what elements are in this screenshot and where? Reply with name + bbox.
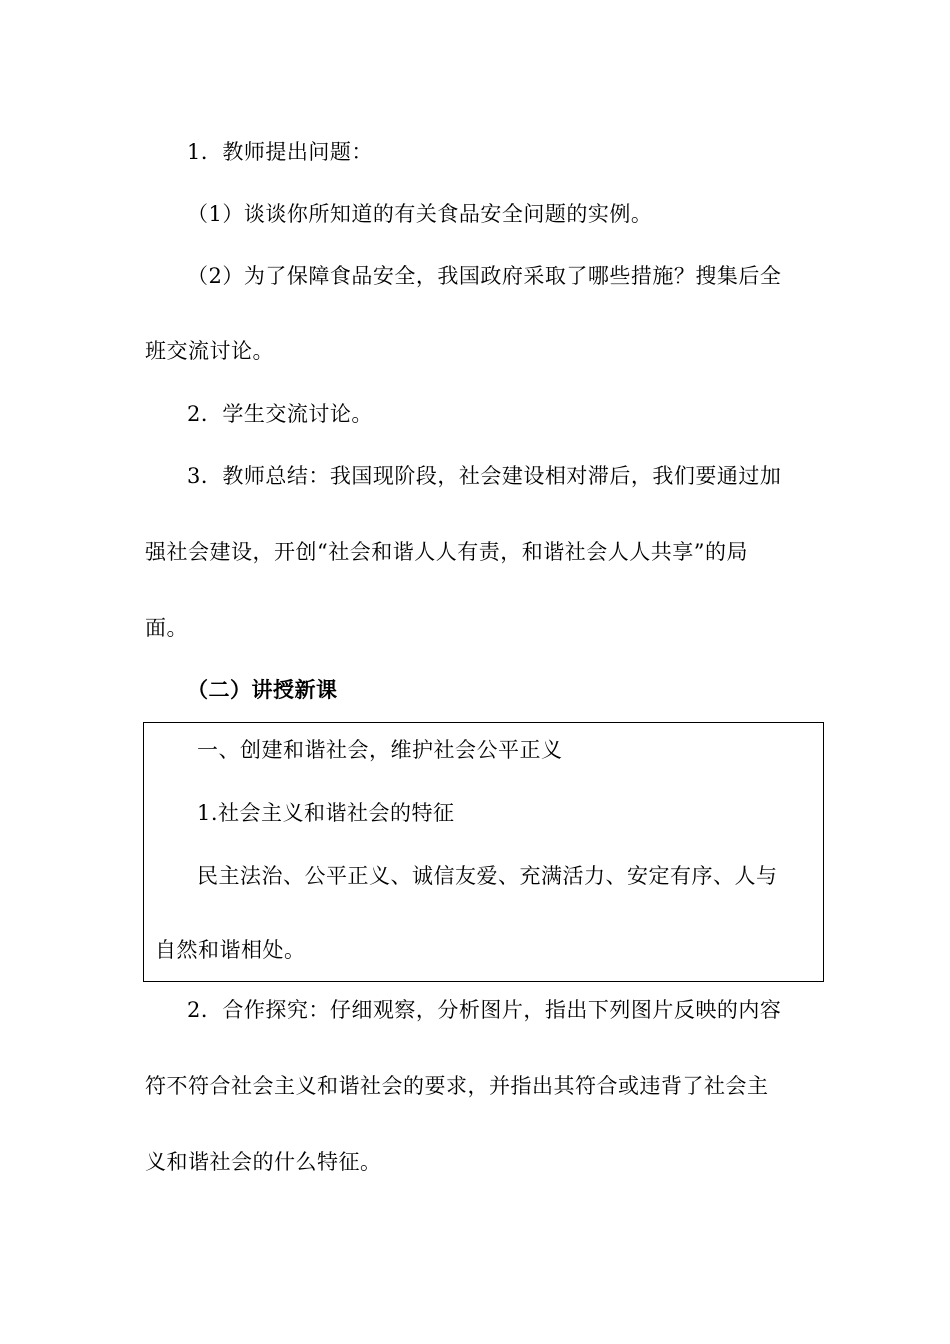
teacher-summary-line-2: 强社会建设，开创“社会和谐人人有责，和谐社会人人共享”的局 bbox=[145, 540, 748, 564]
student-discussion: 2．学生交流讨论。 bbox=[187, 402, 373, 426]
box-body-line-2: 自然和谐相处。 bbox=[155, 938, 306, 962]
cooperative-inquiry-line-2: 符不符合社会主义和谐社会的要求，并指出其符合或违背了社会主 bbox=[145, 1074, 769, 1098]
question-1: （1）谈谈你所知道的有关食品安全问题的实例。 bbox=[187, 202, 653, 226]
teacher-summary-line-1: 3．教师总结：我国现阶段，社会建设相对滞后，我们要通过加 bbox=[187, 464, 782, 488]
question-intro: 1．教师提出问题： bbox=[187, 140, 373, 164]
box-subtitle: 1.社会主义和谐社会的特征 bbox=[197, 801, 455, 825]
teacher-summary-line-3: 面。 bbox=[145, 616, 188, 640]
box-body-line-1: 民主法治、公平正义、诚信友爱、充满活力、安定有序、人与 bbox=[197, 864, 778, 888]
question-2-line-1: （2）为了保障食品安全，我国政府采取了哪些措施？搜集后全 bbox=[187, 264, 782, 288]
box-title: 一、创建和谐社会，维护社会公平正义 bbox=[197, 738, 563, 762]
cooperative-inquiry-line-3: 义和谐社会的什么特征。 bbox=[145, 1150, 382, 1174]
cooperative-inquiry-line-1: 2．合作探究：仔细观察，分析图片，指出下列图片反映的内容 bbox=[187, 998, 782, 1022]
section-heading: （二）讲授新课 bbox=[187, 677, 338, 702]
question-2-line-2: 班交流讨论。 bbox=[145, 339, 274, 363]
